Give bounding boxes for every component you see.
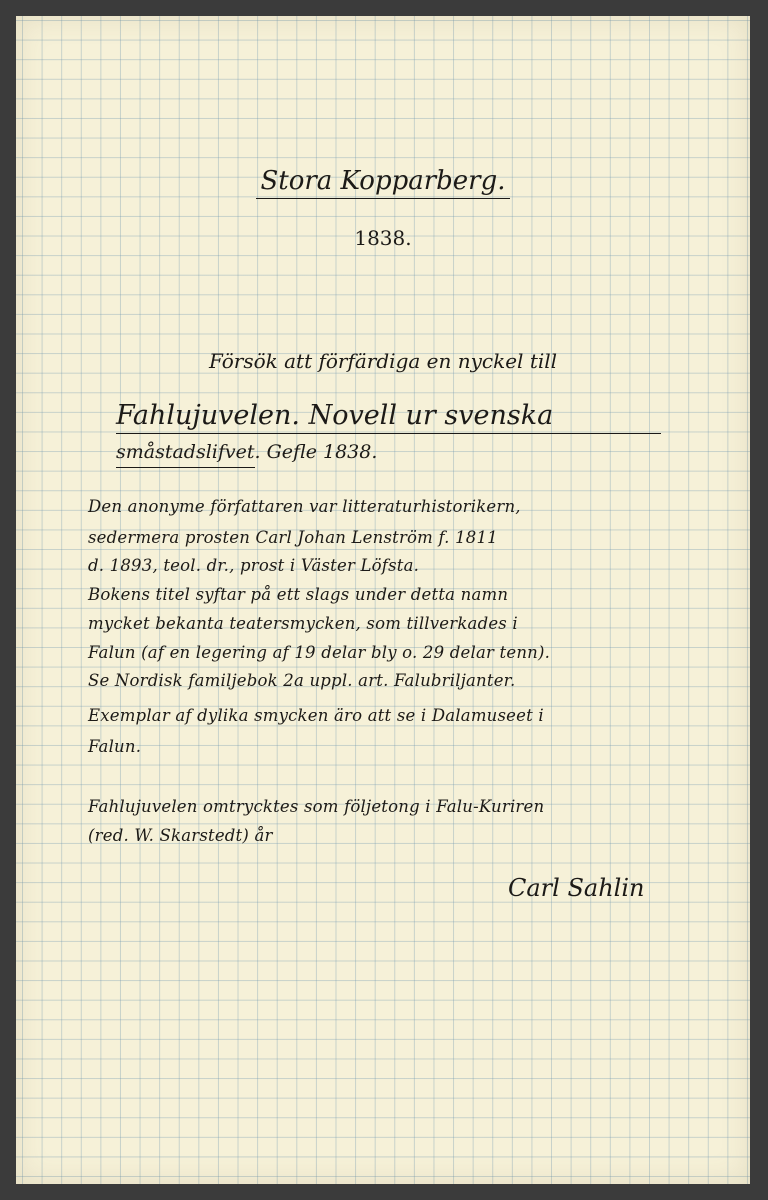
book-title: Fahlujuvelen. Novell ur svenska [116,400,661,434]
book-subtitle-underlined: småstadslifvet [116,441,255,468]
handwritten-page [16,16,750,1184]
body-line: Falun (af en legering af 19 delar bly o. 29 delar tenn). [88,643,551,662]
document-year: 1838. [354,226,412,250]
body-line: Bokens titel syftar på ett slags under detta namn [88,585,509,604]
body-line: Se Nordisk familjebok 2a uppl. art. Falubriljanter. [88,671,516,690]
book-subtitle [116,441,377,463]
intro-line: Försök att förfärdiga en nyckel till [208,349,558,373]
body-line: d. 1893, teol. dr., prost i Väster Löfsta. [88,556,420,575]
body-line: Falun. [88,737,142,756]
body-line: Exemplar af dylika smycken äro att se i Dalamuseet i [88,706,544,725]
body-line: Den anonyme författaren var litteraturhistorikern, [88,497,521,516]
note-line: (red. W. Skarstedt) år [88,826,273,845]
signature: Carl Sahlin [508,874,645,902]
document-title: Stora Kopparberg. [16,166,750,196]
body-line: sedermera prosten Carl Johan Lenström f. 1811 [88,528,498,547]
note-line: Fahlujuvelen omtrycktes som följetong i Falu-Kuriren [88,797,545,816]
book-subtitle-rest: . Gefle 1838. [254,441,378,463]
body-line: mycket bekanta teatersmycken, som tillverkades i [88,614,518,633]
